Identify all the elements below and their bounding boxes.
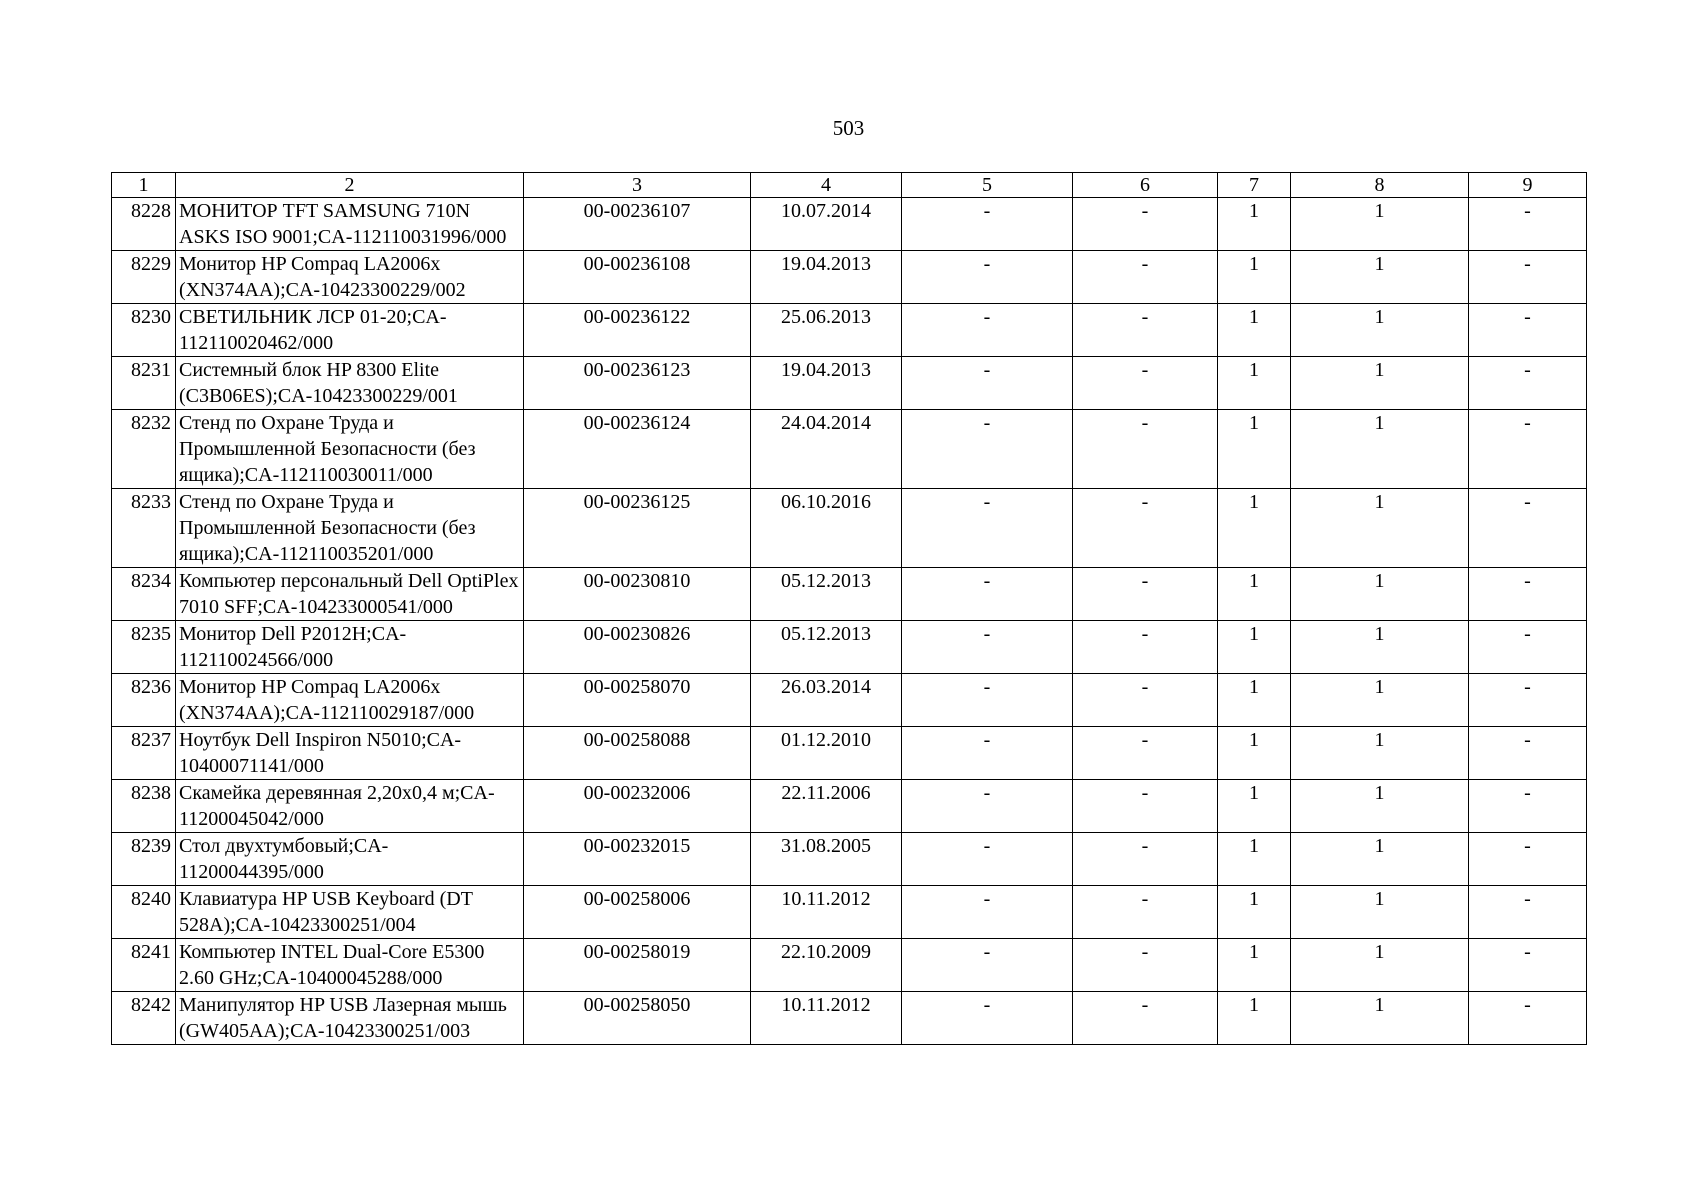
row-number-cell: 8239 (112, 833, 176, 886)
col-6-cell: - (1073, 304, 1218, 357)
col-9-cell: - (1469, 198, 1587, 251)
header-row (112, 173, 1587, 198)
col-9-cell: - (1469, 489, 1587, 568)
item-name-cell: Скамейка деревянная 2,20х0,4 м;CA-11200045042/000 (176, 780, 524, 833)
table-row (112, 833, 1587, 886)
table-row (112, 780, 1587, 833)
row-number-cell: 8237 (112, 727, 176, 780)
col-7-cell: 1 (1218, 198, 1291, 251)
inventory-number-cell: 00-00230826 (524, 621, 751, 674)
col-9-cell: - (1469, 780, 1587, 833)
col-8-cell: 1 (1291, 621, 1469, 674)
date-cell: 25.06.2013 (751, 304, 902, 357)
item-name-cell: Стол двухтумбовый;CA-11200044395/000 (176, 833, 524, 886)
date-cell: 19.04.2013 (751, 357, 902, 410)
date-cell: 01.12.2010 (751, 727, 902, 780)
col-5-cell: - (902, 304, 1073, 357)
col-7-cell: 1 (1218, 992, 1291, 1045)
col-5-cell: - (902, 992, 1073, 1045)
col-7-cell: 1 (1218, 833, 1291, 886)
inventory-number-cell: 00-00258050 (524, 992, 751, 1045)
date-cell: 05.12.2013 (751, 621, 902, 674)
col-5-cell: - (902, 410, 1073, 489)
col-8-cell: 1 (1291, 886, 1469, 939)
col-5-cell: - (902, 198, 1073, 251)
col-8-cell: 1 (1291, 410, 1469, 489)
row-number-cell: 8236 (112, 674, 176, 727)
col-6-cell: - (1073, 939, 1218, 992)
col-9-cell: - (1469, 621, 1587, 674)
table-row (112, 727, 1587, 780)
column-header-5: 5 (902, 173, 1073, 198)
col-5-cell: - (902, 939, 1073, 992)
col-9-cell: - (1469, 674, 1587, 727)
inventory-number-cell: 00-00258070 (524, 674, 751, 727)
col-7-cell: 1 (1218, 674, 1291, 727)
col-9-cell: - (1469, 304, 1587, 357)
inventory-number-cell: 00-00232015 (524, 833, 751, 886)
col-7-cell: 1 (1218, 621, 1291, 674)
column-header-1: 1 (112, 173, 176, 198)
date-cell: 26.03.2014 (751, 674, 902, 727)
col-9-cell: - (1469, 992, 1587, 1045)
col-6-cell: - (1073, 727, 1218, 780)
col-9-cell: - (1469, 568, 1587, 621)
row-number-cell: 8233 (112, 489, 176, 568)
row-number-cell: 8230 (112, 304, 176, 357)
inventory-table (111, 172, 1587, 1045)
inventory-number-cell: 00-00236124 (524, 410, 751, 489)
date-cell: 24.04.2014 (751, 410, 902, 489)
date-cell: 22.11.2006 (751, 780, 902, 833)
row-number-cell: 8228 (112, 198, 176, 251)
inventory-number-cell: 00-00236123 (524, 357, 751, 410)
col-5-cell: - (902, 357, 1073, 410)
item-name-cell: Ноутбук Dell Inspiron N5010;CA-10400071141/000 (176, 727, 524, 780)
column-header-7: 7 (1218, 173, 1291, 198)
col-6-cell: - (1073, 886, 1218, 939)
column-header-9: 9 (1469, 173, 1587, 198)
col-7-cell: 1 (1218, 357, 1291, 410)
row-number-cell: 8241 (112, 939, 176, 992)
date-cell: 10.11.2012 (751, 992, 902, 1045)
item-name-cell: Компьютер персональный Dell OptiPlex 7010 SFF;CA-104233000541/000 (176, 568, 524, 621)
col-9-cell: - (1469, 886, 1587, 939)
col-6-cell: - (1073, 357, 1218, 410)
col-6-cell: - (1073, 251, 1218, 304)
col-6-cell: - (1073, 198, 1218, 251)
col-8-cell: 1 (1291, 780, 1469, 833)
row-number-cell: 8238 (112, 780, 176, 833)
col-7-cell: 1 (1218, 410, 1291, 489)
inventory-number-cell: 00-00232006 (524, 780, 751, 833)
col-5-cell: - (902, 886, 1073, 939)
inventory-number-cell: 00-00236125 (524, 489, 751, 568)
col-5-cell: - (902, 780, 1073, 833)
col-8-cell: 1 (1291, 304, 1469, 357)
inventory-number-cell: 00-00258006 (524, 886, 751, 939)
col-8-cell: 1 (1291, 251, 1469, 304)
col-9-cell: - (1469, 727, 1587, 780)
row-number-cell: 8229 (112, 251, 176, 304)
inventory-number-cell: 00-00236108 (524, 251, 751, 304)
table-row (112, 674, 1587, 727)
table-row (112, 489, 1587, 568)
col-5-cell: - (902, 727, 1073, 780)
col-7-cell: 1 (1218, 886, 1291, 939)
table-row (112, 621, 1587, 674)
col-8-cell: 1 (1291, 489, 1469, 568)
item-name-cell: Системный блок HP 8300 Elite (C3B06ES);CA-10423300229/001 (176, 357, 524, 410)
col-6-cell: - (1073, 833, 1218, 886)
table-row (112, 886, 1587, 939)
page-number: 503 (832, 116, 865, 140)
table-row (112, 198, 1587, 251)
col-6-cell: - (1073, 410, 1218, 489)
column-header-6: 6 (1073, 173, 1218, 198)
inventory-number-cell: 00-00236107 (524, 198, 751, 251)
col-7-cell: 1 (1218, 568, 1291, 621)
col-5-cell: - (902, 674, 1073, 727)
col-5-cell: - (902, 568, 1073, 621)
col-7-cell: 1 (1218, 727, 1291, 780)
item-name-cell: СВЕТИЛЬНИК ЛСР 01-20;CA-112110020462/000 (176, 304, 524, 357)
col-7-cell: 1 (1218, 304, 1291, 357)
inventory-number-cell: 00-00258019 (524, 939, 751, 992)
row-number-cell: 8242 (112, 992, 176, 1045)
col-8-cell: 1 (1291, 568, 1469, 621)
date-cell: 22.10.2009 (751, 939, 902, 992)
row-number-cell: 8235 (112, 621, 176, 674)
col-5-cell: - (902, 251, 1073, 304)
col-8-cell: 1 (1291, 357, 1469, 410)
item-name-cell: Стенд по Охране Труда и Промышленной Безопасности (без ящика);CA-112110035201/000 (176, 489, 524, 568)
table-body (112, 198, 1587, 1045)
item-name-cell: Стенд по Охране Труда и Промышленной Безопасности (без ящика);CA-112110030011/000 (176, 410, 524, 489)
col-6-cell: - (1073, 992, 1218, 1045)
col-6-cell: - (1073, 568, 1218, 621)
table-row (112, 568, 1587, 621)
table-row (112, 939, 1587, 992)
row-number-cell: 8232 (112, 410, 176, 489)
table-row (112, 304, 1587, 357)
col-7-cell: 1 (1218, 251, 1291, 304)
item-name-cell: Монитор HP Compaq LA2006x (XN374AA);CA-112110029187/000 (176, 674, 524, 727)
col-8-cell: 1 (1291, 198, 1469, 251)
col-5-cell: - (902, 489, 1073, 568)
col-7-cell: 1 (1218, 780, 1291, 833)
row-number-cell: 8240 (112, 886, 176, 939)
table-header (112, 173, 1587, 198)
col-5-cell: - (902, 621, 1073, 674)
inventory-number-cell: 00-00230810 (524, 568, 751, 621)
col-9-cell: - (1469, 833, 1587, 886)
date-cell: 31.08.2005 (751, 833, 902, 886)
col-8-cell: 1 (1291, 833, 1469, 886)
table-row (112, 992, 1587, 1045)
table-row (112, 251, 1587, 304)
table-row (112, 410, 1587, 489)
col-7-cell: 1 (1218, 939, 1291, 992)
item-name-cell: Монитор HP Compaq LA2006x (XN374AA);CA-10423300229/002 (176, 251, 524, 304)
col-8-cell: 1 (1291, 674, 1469, 727)
col-9-cell: - (1469, 939, 1587, 992)
date-cell: 05.12.2013 (751, 568, 902, 621)
column-header-3: 3 (524, 173, 751, 198)
item-name-cell: МОНИТОР TFT SAMSUNG 710N ASKS ISO 9001;CA-112110031996/000 (176, 198, 524, 251)
col-8-cell: 1 (1291, 939, 1469, 992)
col-9-cell: - (1469, 357, 1587, 410)
col-9-cell: - (1469, 410, 1587, 489)
col-9-cell: - (1469, 251, 1587, 304)
row-number-cell: 8234 (112, 568, 176, 621)
item-name-cell: Компьютер INTEL Dual-Core E5300 2.60 GHz;CA-10400045288/000 (176, 939, 524, 992)
date-cell: 19.04.2013 (751, 251, 902, 304)
column-header-2: 2 (176, 173, 524, 198)
col-6-cell: - (1073, 780, 1218, 833)
item-name-cell: Клавиатура HP USB Keyboard (DT 528A);CA-10423300251/004 (176, 886, 524, 939)
row-number-cell: 8231 (112, 357, 176, 410)
col-8-cell: 1 (1291, 727, 1469, 780)
col-6-cell: - (1073, 489, 1218, 568)
date-cell: 10.07.2014 (751, 198, 902, 251)
column-header-8: 8 (1291, 173, 1469, 198)
col-6-cell: - (1073, 621, 1218, 674)
inventory-number-cell: 00-00258088 (524, 727, 751, 780)
table-row (112, 357, 1587, 410)
col-6-cell: - (1073, 674, 1218, 727)
col-5-cell: - (902, 833, 1073, 886)
col-7-cell: 1 (1218, 489, 1291, 568)
item-name-cell: Манипулятор HP USB Лазерная мышь (GW405AA);CA-10423300251/003 (176, 992, 524, 1045)
date-cell: 06.10.2016 (751, 489, 902, 568)
col-8-cell: 1 (1291, 992, 1469, 1045)
inventory-number-cell: 00-00236122 (524, 304, 751, 357)
column-header-4: 4 (751, 173, 902, 198)
item-name-cell: Монитор Dell P2012H;CA-112110024566/000 (176, 621, 524, 674)
date-cell: 10.11.2012 (751, 886, 902, 939)
